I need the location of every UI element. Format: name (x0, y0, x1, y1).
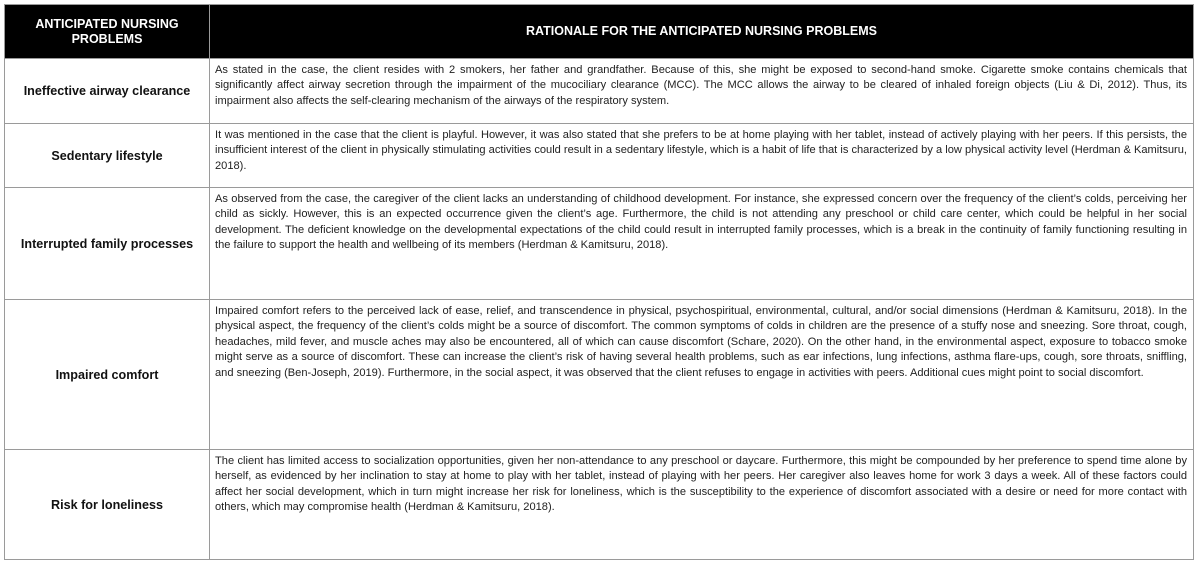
problem-cell: Ineffective airway clearance (5, 59, 210, 124)
problem-cell: Interrupted family processes (5, 188, 210, 300)
table-row (5, 59, 1194, 124)
header-anticipated-problems: ANTICIPATED NURSING PROBLEMS (5, 5, 210, 59)
table-row (5, 124, 1194, 188)
rationale-cell: As observed from the case, the caregiver of the client lacks an understanding of childhood development. For instance, she expressed concern over the frequency of the client’s colds, perceiving her child as sickly. However, this is an expected occurrence given the client’s age. Furthermore, the child is not attending any preschool or child care center, which could be helpful in her social development. The deficient knowledge on the developmental expectations of the child could result in interrupted family processes, which is a break in the continuity of family functioning resulting in the failure to support the health and wellbeing of its members (Herdman & Kamitsuru, 2018). (210, 188, 1194, 300)
table-row (5, 188, 1194, 300)
header-rationale: RATIONALE FOR THE ANTICIPATED NURSING PROBLEMS (210, 5, 1194, 59)
rationale-cell: It was mentioned in the case that the client is playful. However, it was also stated that she prefers to be at home playing with her tablet, instead of actively playing with her peers. If this persists, the insufficient interest of the client in physically stimulating activities could result in a sedentary lifestyle, which is a habit of life that is characterized by a low physical activity level (Herdman & Kamitsuru, 2018). (210, 124, 1194, 188)
table-row (5, 300, 1194, 450)
rationale-cell: Impaired comfort refers to the perceived lack of ease, relief, and transcendence in physical, psychospiritual, environmental, cultural, and/or social dimensions (Herdman & Kamitsuru, 2018). In the physical aspect, the frequency of the client’s colds might be a source of discomfort. The common symptoms of colds in children are the presence of a stuffy nose and sneezing. Sore throat, cough, headaches, mild fever, and muscle aches may also be encountered, all of which can cause discomfort (Schare, 2020). On the other hand, in the environmental aspect, exposure to tobacco smoke might serve as a source of discomfort. These can increase the client’s risk of having several health problems, such as ear infections, lung infections, asthma flare-ups, cough, sore throats, sniffling, and sneezing (Ben-Joseph, 2019). Furthermore, in the social aspect, it was observed that the client refuses to engage in activities with peers. Additional cues might point to social discomfort. (210, 300, 1194, 450)
table-row (5, 450, 1194, 560)
nursing-problems-table (4, 4, 1194, 560)
problem-cell: Impaired comfort (5, 300, 210, 450)
rationale-cell: The client has limited access to socialization opportunities, given her non-attendance to any preschool or daycare. Furthermore, this might be compounded by her preference to spend time alone by herself, as evidenced by her inclination to stay at home to play with her tablet, instead of playing with her peers. Her caregiver also leaves home for work 3 days a week. All of these factors could affect her social development, which in turn might increase her risk for loneliness, which is the susceptibility to the experience of discomfort associated with a desire or need for more contact with others, which may compromise health (Herdman & Kamitsuru, 2018). (210, 450, 1194, 560)
table-header-row (5, 5, 1194, 59)
problem-cell: Sedentary lifestyle (5, 124, 210, 188)
problem-cell: Risk for loneliness (5, 450, 210, 560)
rationale-cell: As stated in the case, the client resides with 2 smokers, her father and grandfather. Because of this, she might be exposed to second-hand smoke. Cigarette smoke contains chemicals that significantly affect airway secretion through the impairment of the mucociliary clearance (MCC). The MCC allows the airway to be cleared of inhaled foreign objects (Liu & Di, 2012). Thus, its impairment also affects the self-clearing mechanism of the airways of the respiratory system. (210, 59, 1194, 124)
nursing-problems-document (4, 4, 1194, 560)
